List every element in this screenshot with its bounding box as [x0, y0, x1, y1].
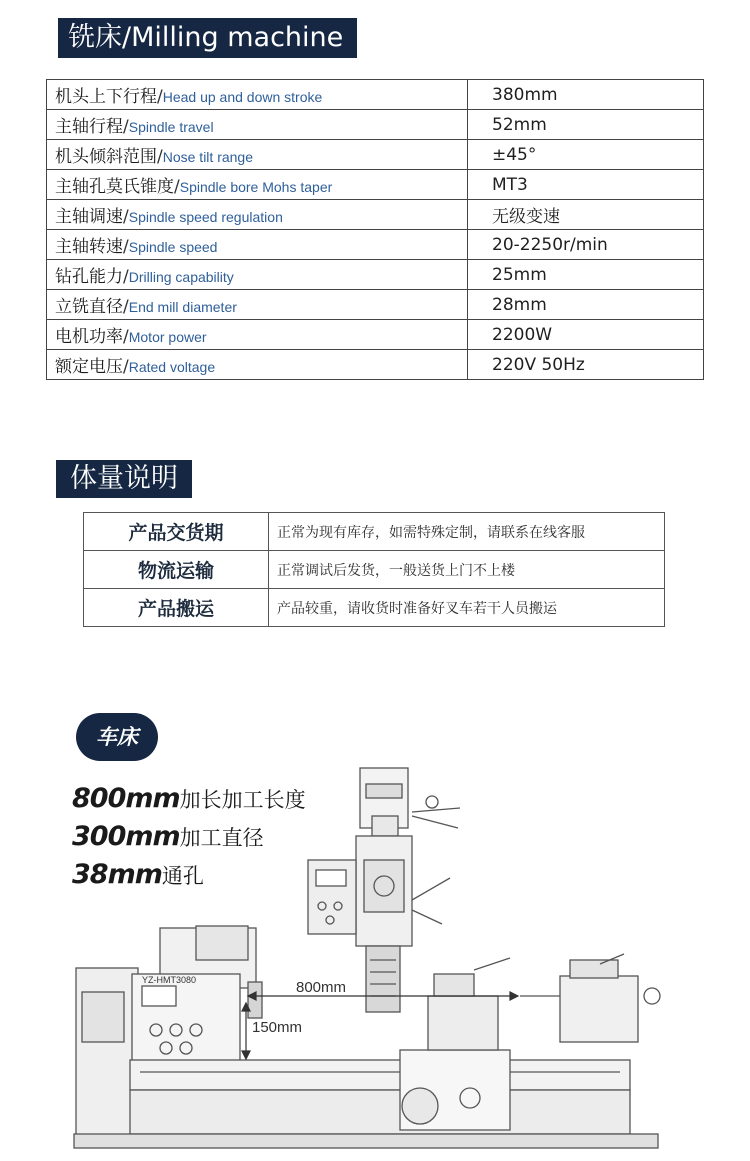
spec-value: 25mm [468, 260, 704, 290]
spec-value: 20-2250r/min [468, 230, 704, 260]
shipping-row [84, 513, 665, 551]
spec-label-cell: 机头倾斜范围/Nose tilt range [47, 140, 468, 170]
shipping-label: 产品交货期 [84, 513, 269, 551]
shipping-label: 物流运输 [84, 551, 269, 589]
shipping-text: 产品较重，请收货时准备好叉车若干人员搬运 [269, 589, 665, 627]
dim-height-label: 150mm [252, 1019, 303, 1036]
spec-label-cn: 钻孔能力 [55, 267, 123, 287]
spec-row [47, 80, 704, 110]
spec-label-cell: 立铣直径/End mill diameter [47, 290, 468, 320]
spec-label-cell: 电机功率/Motor power [47, 320, 468, 350]
spec-label-en: End mill diameter [128, 299, 237, 315]
spec-label-cell: 额定电压/Rated voltage [47, 350, 468, 380]
lathe-badge: 车床 [76, 713, 158, 761]
lathe-mill-machine-illustration [0, 760, 750, 1161]
spec-label-cn: 主轴调速 [55, 207, 123, 227]
spec-label-cn: 额定电压 [55, 357, 123, 377]
spec-label-cn: 机头上下行程 [55, 87, 157, 107]
feature-diameter-label: 加工直径 [179, 826, 264, 850]
spec-value: MT3 [468, 170, 704, 200]
spec-value: 无级变速 [468, 200, 704, 230]
spec-row [47, 320, 704, 350]
shipping-row [84, 589, 665, 627]
spec-value: 2200W [468, 320, 704, 350]
spec-label-cell: 主轴调速/Spindle speed regulation [47, 200, 468, 230]
spec-label-en: Nose tilt range [162, 149, 254, 165]
feature-length-label: 加长加工长度 [179, 788, 306, 812]
spec-row [47, 350, 704, 380]
spec-row [47, 260, 704, 290]
spec-label-en: Motor power [128, 329, 207, 345]
spec-value: ±45° [468, 140, 704, 170]
spec-label-cell: 主轴转速/Spindle speed [47, 230, 468, 260]
spec-label-cn: 主轴孔莫氏锥度 [55, 177, 174, 197]
spec-value: 380mm [468, 80, 704, 110]
spec-label-en: Head up and down stroke [162, 89, 323, 105]
feature-bore-label: 通孔 [161, 864, 204, 888]
spec-row [47, 110, 704, 140]
spec-value: 220V 50Hz [468, 350, 704, 380]
spec-label-en: Spindle travel [128, 119, 214, 135]
lathe-model-label: YZ-HMT3080 [142, 975, 197, 985]
milling-spec-table [46, 79, 704, 380]
spec-label-cell: 钻孔能力/Drilling capability [47, 260, 468, 290]
spec-label-en: Spindle speed regulation [128, 209, 283, 225]
spec-value: 52mm [468, 110, 704, 140]
spec-label-cn: 主轴转速 [55, 237, 123, 257]
shipping-label: 产品搬运 [84, 589, 269, 627]
feature-bore-value: 38mm [72, 859, 162, 890]
spec-label-en: Drilling capability [128, 269, 234, 285]
spec-label-en: Spindle speed [128, 239, 218, 255]
spec-label-cell: 主轴孔莫氏锥度/Spindle bore Mohs taper [47, 170, 468, 200]
spec-label-cell: 主轴行程/Spindle travel [47, 110, 468, 140]
spec-row [47, 230, 704, 260]
spec-row [47, 290, 704, 320]
spec-label-en: Spindle bore Mohs taper [179, 179, 333, 195]
spec-row [47, 140, 704, 170]
spec-label-cn: 电机功率 [55, 327, 123, 347]
spec-label-cell: 机头上下行程/Head up and down stroke [47, 80, 468, 110]
milling-section-title: 铣床/Milling machine [58, 18, 357, 58]
shipping-row [84, 551, 665, 589]
shipping-info-table [83, 512, 665, 627]
spec-label-cn: 立铣直径 [55, 297, 123, 317]
spec-label-cn: 机头倾斜范围 [55, 147, 157, 167]
shipping-text: 正常调试后发货，一般送货上门不上楼 [269, 551, 665, 589]
feature-length-value: 800mm [72, 783, 180, 814]
spec-value: 28mm [468, 290, 704, 320]
dim-length-label: 800mm [296, 979, 347, 996]
spec-label-cn: 主轴行程 [55, 117, 123, 137]
spec-row [47, 200, 704, 230]
feature-diameter-value: 300mm [72, 821, 180, 852]
spec-label-en: Rated voltage [128, 359, 216, 375]
spec-row [47, 170, 704, 200]
shipping-section-title: 体量说明 [56, 460, 192, 498]
shipping-text: 正常为现有库存，如需特殊定制，请联系在线客服 [269, 513, 665, 551]
